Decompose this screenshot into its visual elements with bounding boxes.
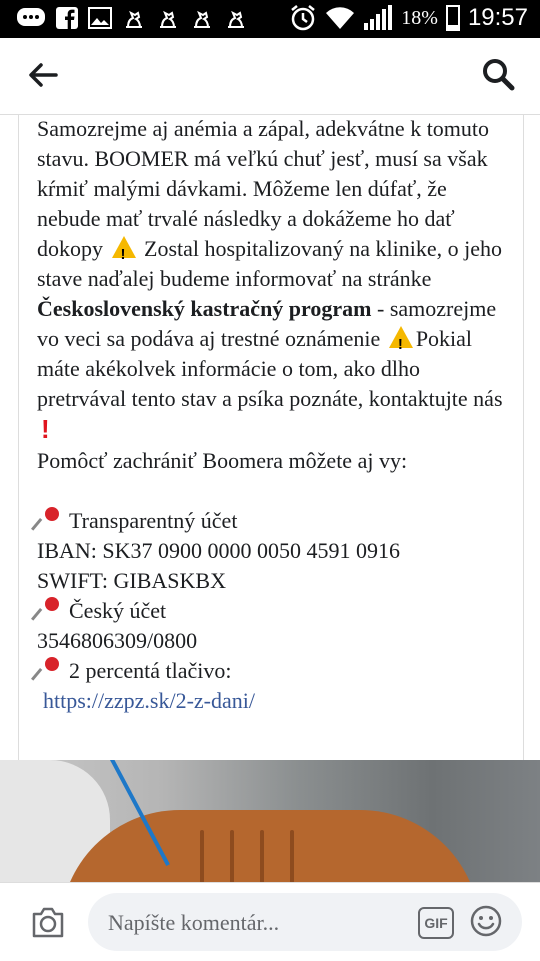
czech-account-title xyxy=(37,596,505,626)
status-bar xyxy=(0,0,540,38)
pushpin-icon xyxy=(37,657,61,681)
comment-input[interactable] xyxy=(106,907,410,939)
gif-button[interactable]: GIF xyxy=(418,907,454,939)
post-text-line: Pokial máte akékolvek informácie o tom, ako dlho pretrvával tento stav a psíka poznáte, kontaktujte nás xyxy=(37,326,503,411)
notification-icons xyxy=(16,6,248,30)
post-text-line: Pomôcť zachrániť Boomera môžete aj vy: xyxy=(37,448,408,473)
page-mention-link[interactable]: Československý kastračný program xyxy=(37,296,372,321)
camera-icon[interactable] xyxy=(30,905,66,939)
gallery-icon xyxy=(88,7,112,29)
smiley-icon[interactable] xyxy=(470,905,502,937)
exclamation-icon: ! xyxy=(41,414,50,444)
battery-percent: 18% xyxy=(401,6,438,29)
post-text-line: Samozrejme aj anémia a zápal, adekvátne k tomuto stavu. BOOMER má veľkú chuť jesť, musí sa však kŕmiť malými dávkami. Môžeme len dúfať, že nebude mať trvalé následky a dokážeme ho dať dokopy xyxy=(37,116,490,261)
percent-form-title xyxy=(37,656,505,686)
facebook-icon xyxy=(56,7,78,29)
iban-line: IBAN: SK37 0900 0000 0050 4591 0916 xyxy=(37,538,401,563)
percent-form-label: 2 percentá tlačivo: xyxy=(69,658,232,683)
battery-level xyxy=(448,25,458,29)
post-card xyxy=(18,114,524,760)
czech-account-number: 3546806309/0800 xyxy=(37,628,198,653)
search-icon[interactable] xyxy=(480,56,516,92)
battery-icon xyxy=(446,5,460,31)
horse-icon xyxy=(190,7,214,29)
blank-line xyxy=(37,476,505,506)
horse-icon xyxy=(122,7,146,29)
comment-box xyxy=(88,893,522,951)
transparent-account-title xyxy=(37,506,505,536)
link-line xyxy=(37,686,505,716)
dog-rib xyxy=(260,830,264,882)
transparent-account-label: Transparentný účet xyxy=(69,508,238,533)
post-photo[interactable] xyxy=(0,760,540,882)
arrow-left-icon[interactable] xyxy=(26,58,60,92)
horse-icon xyxy=(224,7,248,29)
post-paragraph xyxy=(37,114,505,446)
alarm-icon xyxy=(289,4,317,32)
dog-rib xyxy=(230,830,234,882)
comment-composer xyxy=(0,882,540,961)
dog-rib xyxy=(290,830,294,882)
signal-icon xyxy=(363,5,393,31)
clock-time: 19:57 xyxy=(467,4,528,31)
pushpin-icon xyxy=(37,507,61,531)
post-text-line: - samozrejme vo veci sa podáva aj trestné oznámenie xyxy=(37,296,497,351)
warning-icon xyxy=(389,326,413,348)
wifi-icon xyxy=(325,5,355,31)
post-text-line: Zostal hospitalizovaný na klinike, o jeho stave naďalej budeme informovať na stránke xyxy=(37,236,503,291)
warning-icon xyxy=(112,236,136,258)
czech-account-label: Český účet xyxy=(69,598,167,623)
swift-line: SWIFT: GIBASKBX xyxy=(37,568,226,593)
post-link[interactable]: https://zzpz.sk/2-z-dani/ xyxy=(43,688,255,713)
chat-icon xyxy=(16,6,46,30)
post-text xyxy=(19,114,523,716)
horse-icon xyxy=(156,7,180,29)
app-header xyxy=(0,38,540,115)
pushpin-icon xyxy=(37,597,61,621)
dog-rib xyxy=(200,830,204,882)
system-icons xyxy=(289,4,528,32)
